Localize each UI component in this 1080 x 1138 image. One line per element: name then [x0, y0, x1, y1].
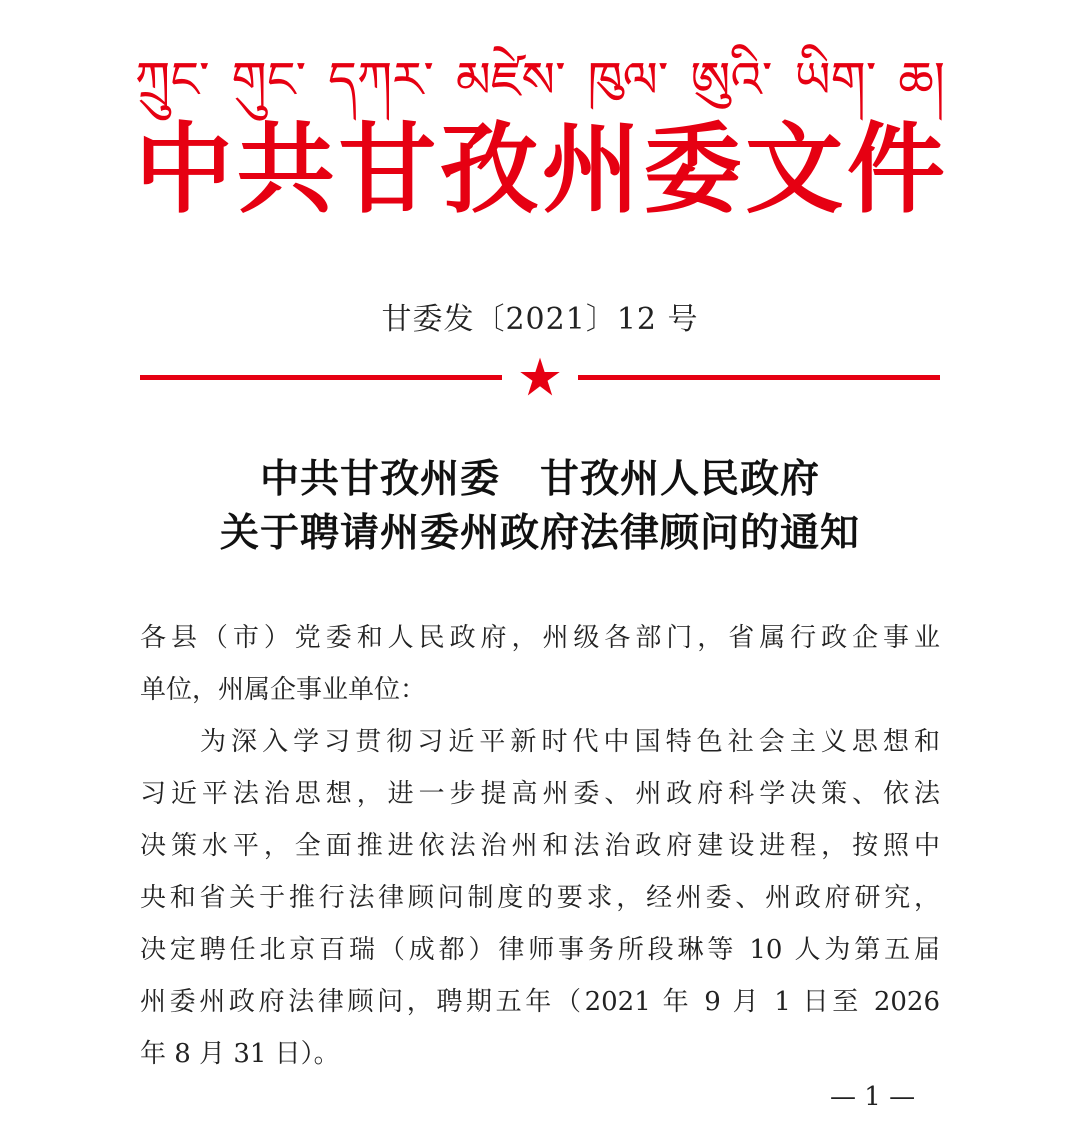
document-body — [140, 612, 940, 1080]
masthead-char: 孜 — [440, 113, 539, 227]
tibetan-word: མཛེས་ — [455, 51, 566, 109]
masthead-char: 文 — [745, 113, 844, 227]
addressee-line: 单位，州属企事业单位： — [140, 675, 427, 705]
page-number: — 1 — — [830, 1082, 916, 1112]
tibetan-word: ཡིག་ — [794, 51, 877, 109]
masthead-char: 共 — [236, 113, 335, 227]
paragraph-line: 年 8 月 31 日）。 — [140, 1039, 340, 1069]
tibetan-word: ཆ། — [898, 51, 945, 109]
addressee-line: 各县（市）党委和人民政府，州级各部门，省属行政企事业 — [140, 623, 940, 653]
title-line-1: 中共甘孜州委 甘孜州人民政府 — [259, 456, 820, 502]
tibetan-word: དཀར་ — [328, 51, 434, 109]
red-divider-left — [140, 375, 502, 380]
paragraph-line: 习近平法治思想，进一步提高州委、州政府科学决策、依法 — [140, 779, 940, 809]
tibetan-word: གུང་ — [231, 51, 307, 109]
paragraph-line: 决策水平，全面推进依法治州和法治政府建设进程，按照中 — [140, 831, 940, 861]
tibetan-word: ཁུལ་ — [587, 51, 669, 109]
masthead-char: 甘 — [338, 113, 437, 227]
paragraph-line: 州委州政府法律顾问，聘期五年（2021 年 9 月 1 日至 2026 — [140, 987, 940, 1017]
tibetan-word: ཀྲུང་ — [135, 51, 210, 109]
document-masthead — [135, 108, 945, 233]
masthead-char: 委 — [643, 113, 742, 227]
tibetan-word: ཨུའི་ — [690, 51, 773, 109]
masthead-char: 州 — [541, 113, 640, 227]
red-divider-right — [578, 375, 940, 380]
masthead-char: 中 — [135, 113, 234, 227]
document-number: 甘委发〔2021〕12 号 — [381, 302, 699, 337]
paragraph-line: 决定聘任北京百瑞（成都）律师事务所段琳等 10 人为第五届 — [140, 935, 940, 965]
title-line-2: 关于聘请州委州政府法律顾问的通知 — [219, 510, 860, 556]
masthead-char: 件 — [846, 113, 945, 227]
paragraph-line: 央和省关于推行法律顾问制度的要求，经州委、州政府研究， — [140, 883, 940, 913]
tibetan-masthead — [135, 50, 945, 110]
paragraph-line: 为深入学习贯彻习近平新时代中国特色社会主义思想和 — [200, 727, 940, 757]
red-star-icon — [519, 356, 561, 398]
